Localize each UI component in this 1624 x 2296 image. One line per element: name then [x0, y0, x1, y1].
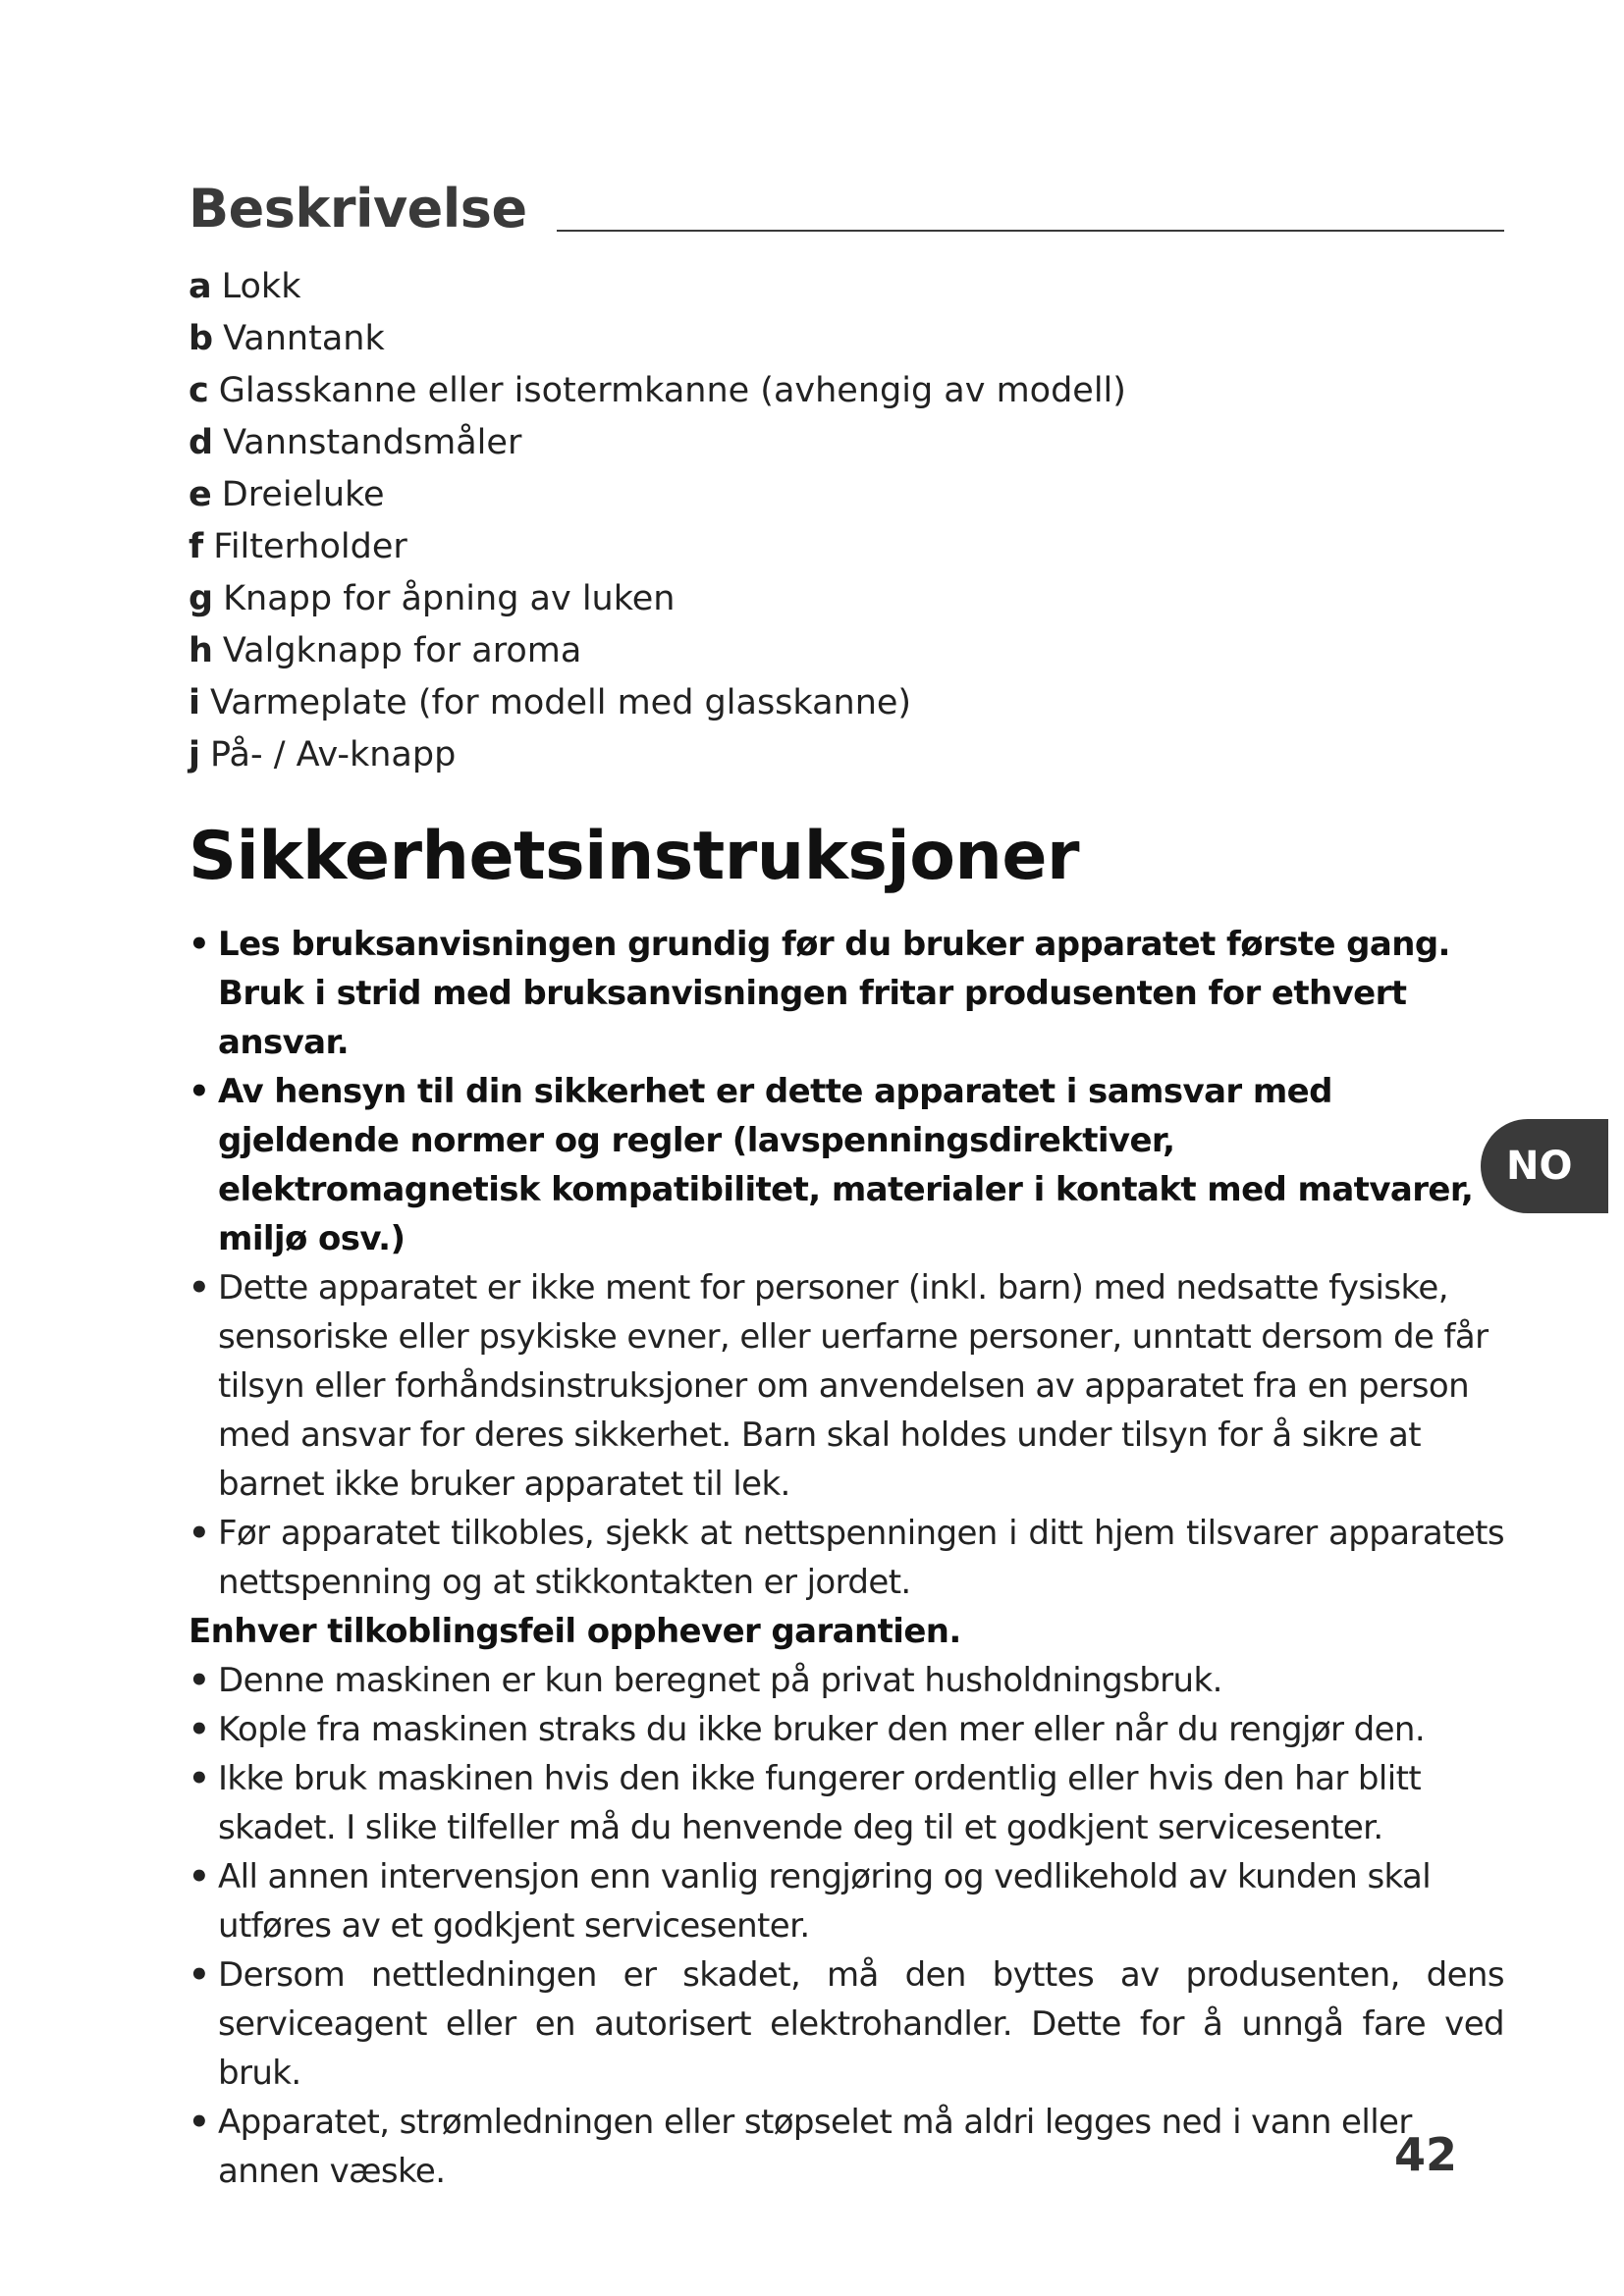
list-item: • Ikke bruk maskinen hvis den ikke fungerer ordentlig eller hvis den har blitt skadet. I slike tilfeller må du henvende deg til et godkjent servicesenter.	[189, 1754, 1504, 1852]
header-rule	[557, 230, 1504, 232]
part-letter: e	[189, 475, 212, 514]
list-item	[189, 365, 1504, 417]
description-header	[189, 167, 1504, 240]
page-number: 42	[1394, 2128, 1458, 2181]
part-text: Valgknapp for aroma	[222, 631, 582, 670]
list-item	[189, 729, 1504, 781]
part-letter: d	[189, 423, 214, 462]
list-item	[189, 677, 1504, 729]
parts-list	[189, 261, 1504, 781]
language-tab: NO	[1481, 1119, 1608, 1213]
part-letter: i	[189, 683, 200, 722]
list-item	[189, 521, 1504, 573]
safety-list	[189, 920, 1504, 2196]
part-letter: j	[189, 735, 200, 774]
part-text: Varmeplate (for modell med glasskanne)	[210, 683, 912, 722]
list-item: • Før apparatet tilkobles, sjekk at nettspenningen i ditt hjem tilsvarer apparatets nettspenning og at stikkontakten er jordet.	[189, 1509, 1504, 1607]
list-item: • Kople fra maskinen straks du ikke bruker den mer eller når du rengjør den.	[189, 1705, 1504, 1754]
list-item	[189, 573, 1504, 625]
part-text: På- / Av-knapp	[210, 735, 457, 774]
part-letter: f	[189, 527, 204, 566]
list-item	[189, 625, 1504, 677]
list-item	[189, 469, 1504, 521]
part-text: Lokk	[221, 267, 301, 306]
list-item: • Dette apparatet er ikke ment for personer (inkl. barn) med nedsatte fysiske, sensoriske eller psykiske evner, eller uerfarne personer, unntatt dersom de får tilsyn eller forhåndsinstruksjoner om anvendelsen av apparatet fra en person med ansvar for deres sikkerhet. Barn skal holdes under tilsyn for å sikre at barnet ikke bruker apparatet til lek.	[189, 1263, 1504, 1509]
list-item	[189, 313, 1504, 365]
part-letter: b	[189, 319, 214, 358]
list-item	[189, 417, 1504, 469]
part-letter: h	[189, 631, 213, 670]
page-content	[189, 167, 1504, 2196]
part-text: Filterholder	[213, 527, 407, 566]
part-letter: g	[189, 579, 214, 618]
list-item: • Dersom nettledningen er skadet, må den byttes av produsenten, dens serviceagent eller en autorisert elektrohandler. Dette for å unngå fare ved bruk.	[189, 1950, 1504, 2098]
list-item: • Av hensyn til din sikkerhet er dette apparatet i samsvar med gjeldende normer og regler (lavspenningsdirektiver, elektromagnetisk kompatibilitet, materialer i kontakt med matvarer, miljø osv.)	[189, 1067, 1504, 1263]
warranty-note: Enhver tilkoblingsfeil opphever garantien.	[189, 1611, 961, 1651]
part-letter: a	[189, 267, 212, 306]
part-text: Glasskanne eller isotermkanne (avhengig av modell)	[218, 371, 1126, 410]
list-item	[189, 261, 1504, 313]
list-item: • Denne maskinen er kun beregnet på privat husholdningsbruk.	[189, 1656, 1504, 1705]
part-text: Vannstandsmåler	[223, 423, 522, 462]
part-text: Dreieluke	[221, 475, 385, 514]
part-text: Vanntank	[223, 319, 385, 358]
part-letter: c	[189, 371, 209, 410]
safety-title: Sikkerhetsinstruksjoner	[189, 818, 1079, 895]
part-text: Knapp for åpning av luken	[223, 579, 676, 618]
list-item: • Apparatet, strømledningen eller støpselet må aldri legges ned i vann eller annen væske.	[189, 2098, 1504, 2196]
list-item: • All annen intervensjon enn vanlig rengjøring og vedlikehold av kunden skal utføres av et godkjent servicesenter.	[189, 1852, 1504, 1950]
description-title: Beskrivelse	[189, 178, 527, 240]
list-item: • Les bruksanvisningen grundig før du bruker apparatet første gang. Bruk i strid med bruksanvisningen fritar produsenten for ethvert ansvar.	[189, 920, 1504, 1067]
